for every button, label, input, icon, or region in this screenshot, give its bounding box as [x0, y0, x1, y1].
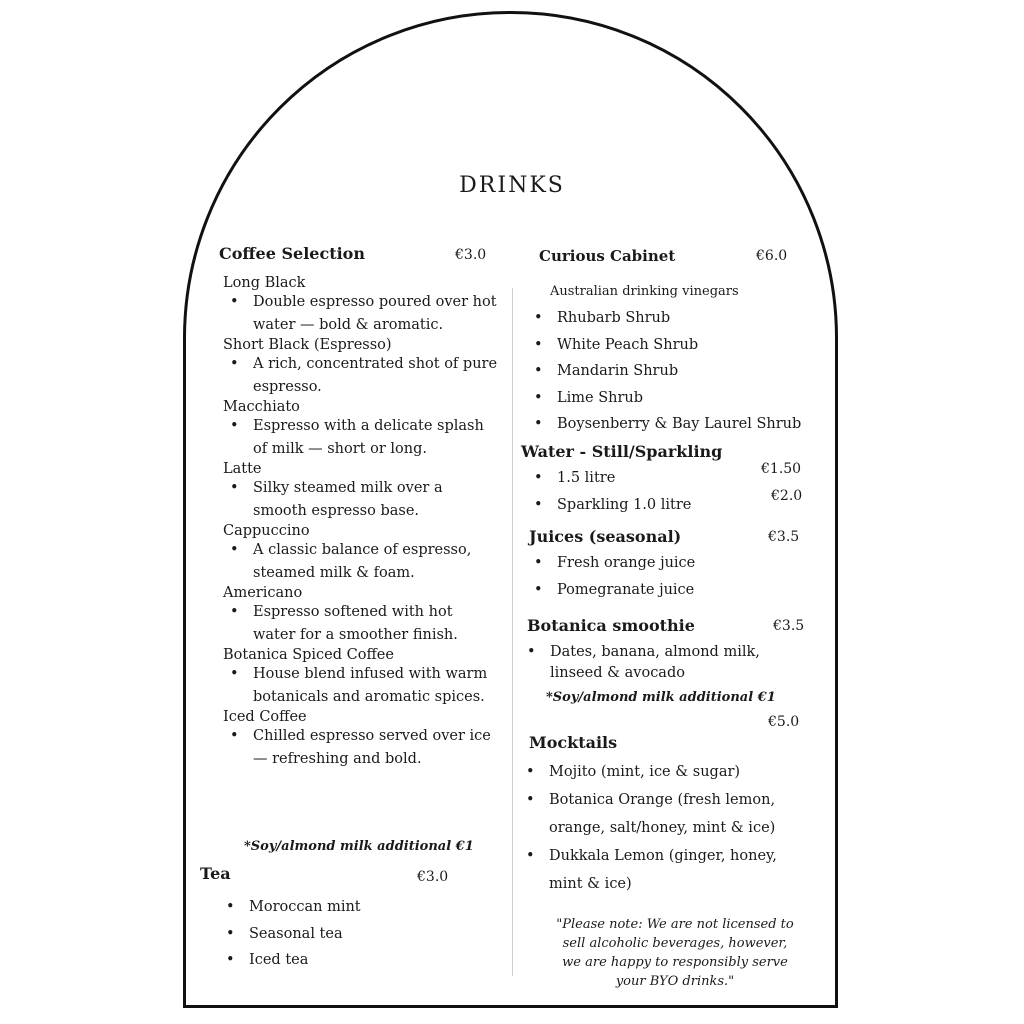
coffee-item-desc: • Double espresso poured over hot water — bold & aromatic. [223, 291, 498, 337]
water-still-price: €1.50 [761, 461, 802, 477]
list-item: • Iced tea [219, 947, 361, 974]
list-item: • Botanica Orange (fresh lemon, orange, salt/honey, mint & ice) [519, 786, 781, 842]
list-item: • Mojito (mint, ice & sugar) [519, 758, 781, 786]
tea-price: €3.0 [417, 869, 449, 885]
coffee-item-name: Cappuccino [223, 523, 310, 539]
coffee-item-desc: • House blend infused with warm botanicals and aromatic spices. [223, 663, 498, 709]
coffee-item [223, 399, 498, 461]
coffee-item [223, 523, 498, 585]
coffee-item-name: Short Black (Espresso) [223, 337, 392, 353]
coffee-item-desc: • Chilled espresso served over ice — refreshing and bold. [223, 725, 498, 771]
water-list [527, 465, 691, 518]
coffee-item [223, 585, 498, 647]
mocktails-list [519, 758, 781, 898]
coffee-item-name: Latte [223, 461, 262, 477]
coffee-item [223, 275, 498, 337]
smoothie-price: €3.5 [773, 618, 805, 634]
mocktails-price: €5.0 [768, 714, 800, 730]
column-divider [512, 288, 513, 976]
coffee-item-desc: • Silky steamed milk over a smooth espresso base. [223, 477, 498, 523]
coffee-item-name: Americano [223, 585, 303, 601]
coffee-item-desc: • Espresso softened with hot water for a smoother finish. [223, 601, 498, 647]
coffee-item-name: Long Black [223, 275, 306, 291]
menu-title: DRINKS [459, 173, 565, 198]
list-item: • Rhubarb Shrub [527, 305, 801, 332]
mocktails-heading: Mocktails [529, 733, 618, 752]
coffee-heading: Coffee Selection [219, 244, 365, 263]
coffee-item [223, 337, 498, 399]
coffee-item-desc: • Espresso with a delicate splash of milk — short or long. [223, 415, 498, 461]
cabinet-price: €6.0 [756, 248, 788, 264]
tea-heading: Tea [200, 864, 231, 883]
tea-list [219, 894, 361, 974]
coffee-item [223, 647, 498, 709]
cabinet-list [527, 305, 801, 438]
juices-price: €3.5 [768, 529, 800, 545]
list-item: • Boysenberry & Bay Laurel Shrub [527, 411, 801, 438]
smoothie-heading: Botanica smoothie [527, 616, 695, 635]
list-item: • Lime Shrub [527, 385, 801, 412]
coffee-price: €3.0 [455, 247, 487, 263]
list-item: • Moroccan mint [219, 894, 361, 921]
coffee-milk-note: *Soy/almond milk additional €1 [244, 839, 474, 854]
byo-note: "Please note: We are not licensed to sell alcoholic beverages, however, we are happy to responsibly serve your BYO drinks." [556, 917, 794, 989]
juices-list [527, 550, 695, 603]
cabinet-subtitle: Australian drinking vinegars [550, 284, 739, 299]
juices-heading: Juices (seasonal) [529, 527, 682, 546]
smoothie-list [520, 642, 770, 684]
coffee-item [223, 709, 498, 771]
coffee-item-desc: • A classic balance of espresso, steamed milk & foam. [223, 539, 498, 585]
list-item: • Dates, banana, almond milk, linseed & avocado [520, 642, 770, 684]
list-item: • White Peach Shrub [527, 332, 801, 359]
water-heading: Water - Still/Sparkling [521, 442, 723, 461]
list-item: • Mandarin Shrub [527, 358, 801, 385]
list-item: • Dukkala Lemon (ginger, honey, mint & ice) [519, 842, 781, 898]
coffee-item [223, 461, 498, 523]
coffee-item-desc: • A rich, concentrated shot of pure espresso. [223, 353, 498, 399]
water-sparkling-price: €2.0 [771, 488, 803, 504]
list-item: • Sparkling 1.0 litre [527, 492, 691, 519]
smoothie-milk-note: *Soy/almond milk additional €1 [546, 690, 776, 705]
coffee-item-name: Iced Coffee [223, 709, 307, 725]
list-item: • Seasonal tea [219, 921, 361, 948]
coffee-item-name: Macchiato [223, 399, 300, 415]
cabinet-heading: Curious Cabinet [539, 247, 676, 265]
coffee-list [223, 275, 498, 771]
list-item: • Fresh orange juice [527, 550, 695, 577]
list-item: • 1.5 litre [527, 465, 691, 492]
coffee-item-name: Botanica Spiced Coffee [223, 647, 394, 663]
list-item: • Pomegranate juice [527, 577, 695, 604]
